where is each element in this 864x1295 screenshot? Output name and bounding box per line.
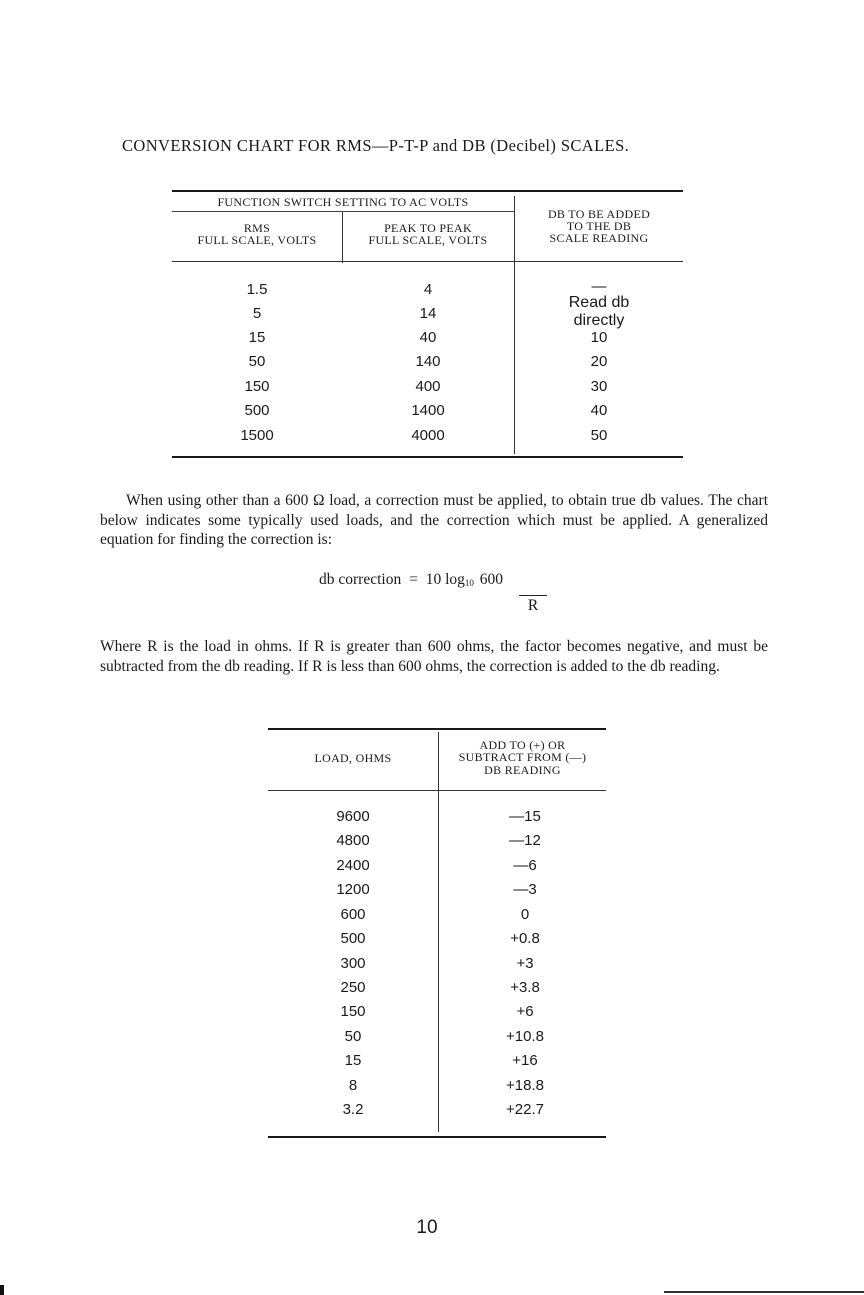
- table1-ptp-cell: 14: [419, 305, 437, 322]
- table2-correction-cell: +18.8: [506, 1077, 544, 1094]
- table1-rms-cell: 500: [244, 402, 270, 419]
- table1-db-cell: 40: [590, 402, 608, 419]
- table1-rms-cell: 5: [252, 305, 262, 322]
- table2-load-cell: 50: [344, 1028, 362, 1045]
- scan-mark-bottom-rule: [664, 1291, 864, 1293]
- table1-col3-header-3: SCALE READING: [549, 231, 649, 245]
- table2-load-cell: 250: [340, 979, 366, 996]
- table2-col2-header-3: DB READING: [484, 763, 561, 777]
- table1-ptp-cell: 400: [415, 378, 441, 395]
- table2-correction-cell: +6: [516, 1003, 534, 1020]
- table1-col1-header-2: FULL SCALE, VOLTS: [197, 233, 317, 247]
- table2-load-cell: 150: [340, 1003, 366, 1020]
- table2-col1-header: LOAD, OHMS: [314, 751, 392, 765]
- formula-lhs: db correction: [319, 571, 402, 588]
- table1-ptp-cell: 40: [419, 329, 437, 346]
- formula-denominator: R: [519, 595, 547, 614]
- table2-correction-cell: —3: [513, 881, 537, 898]
- table2-load-cell: 300: [340, 955, 366, 972]
- table2-col2-header-2: SUBTRACT FROM (—): [458, 750, 587, 764]
- table2-correction-cell: —15: [509, 808, 541, 825]
- table1-db-cell: 50: [590, 427, 608, 444]
- scan-mark-left: [0, 1285, 4, 1295]
- table2-load-cell: 1200: [336, 881, 370, 898]
- table1-rms-cell: 150: [244, 378, 270, 395]
- table2-load-cell: 15: [344, 1052, 362, 1069]
- table2-correction-cell: —12: [509, 832, 541, 849]
- table2-correction-cell: +0.8: [510, 930, 540, 947]
- table1-db-read-line1: Read db: [568, 294, 630, 311]
- table1-rms-cell: 1500: [240, 427, 274, 444]
- table2-load-cell: 3.2: [342, 1101, 364, 1118]
- table1-col2-header-1: PEAK TO PEAK: [384, 221, 472, 235]
- table2-correction-cell: —6: [513, 857, 537, 874]
- table1-ptp-cell: 4: [423, 281, 433, 298]
- table1-db-cell: 10: [590, 329, 608, 346]
- formula-coef: 10 log: [425, 571, 465, 588]
- table2-load-cell: 2400: [336, 857, 370, 874]
- table2-load-cell: 500: [340, 930, 366, 947]
- table2-bottom-rule: [268, 1136, 606, 1138]
- table2-correction-cell: +22.7: [506, 1101, 544, 1118]
- table1-group-header: FUNCTION SWITCH SETTING TO AC VOLTS: [217, 195, 469, 209]
- table2-correction-cell: +3: [516, 955, 534, 972]
- table1-col3-header-1: DB TO BE ADDED: [547, 207, 651, 221]
- table1-group-rule: [172, 211, 514, 212]
- table1-divider-1: [342, 212, 343, 263]
- table2-header-rule: [268, 790, 606, 791]
- table2-load-cell: 4800: [336, 832, 370, 849]
- formula-numerator: 600: [479, 571, 504, 588]
- table1-rms-cell: 15: [248, 329, 266, 346]
- table2-load-cell: 8: [348, 1077, 358, 1094]
- formula-subscript: 10: [464, 578, 474, 588]
- table1-ptp-cell: 140: [415, 353, 441, 370]
- paragraph1-text: When using other than a 600 Ω load, a correction must be applied, to obtain true db values. The chart below indicates some typically used loads, and the correction which must be applied. A generalized equation for finding the correction is:: [100, 492, 768, 548]
- table1-db-cell: 20: [590, 353, 608, 370]
- table2-col2-header-1: ADD TO (+) OR: [479, 738, 566, 752]
- table1-col2-header-2: FULL SCALE, VOLTS: [368, 233, 488, 247]
- table1-col1-header-1: RMS: [243, 221, 271, 235]
- table1-rms-cell: 1.5: [246, 281, 268, 298]
- formula-equals: =: [409, 571, 418, 588]
- paragraph2-text: Where R is the load in ohms. If R is greater than 600 ohms, the factor becomes negative, and must be subtracted from the db reading. If R is less than 600 ohms, the correction is added to the db reading.: [100, 638, 768, 675]
- table1-db-read-line2: directly: [573, 312, 625, 329]
- table1-ptp-cell: 4000: [411, 427, 445, 444]
- table1-db-cell: —: [591, 278, 607, 295]
- paragraph-load-correction: [100, 491, 768, 550]
- table1-col3-header-2: TO THE DB: [566, 219, 632, 233]
- table2-correction-cell: +16: [512, 1052, 538, 1069]
- page-number: 10: [416, 1217, 438, 1238]
- table1-db-cell: 30: [590, 378, 608, 395]
- table2-correction-cell: +10.8: [506, 1028, 544, 1045]
- table2-correction-cell: 0: [520, 906, 530, 923]
- table2-correction-cell: +3.8: [510, 979, 540, 996]
- page-title: CONVERSION CHART FOR RMS—P-T-P and DB (Decibel) SCALES.: [122, 136, 630, 155]
- paragraph-load-explanation: [100, 637, 768, 676]
- table1-header-rule: [172, 261, 683, 262]
- table1-rms-cell: 50: [248, 353, 266, 370]
- table2-top-rule: [268, 728, 606, 730]
- table1-bottom-rule: [172, 456, 683, 458]
- table1-top-rule: [172, 190, 683, 192]
- table2-load-cell: 600: [340, 906, 366, 923]
- table1-ptp-cell: 1400: [411, 402, 445, 419]
- table2-load-cell: 9600: [336, 808, 370, 825]
- correction-formula: [319, 571, 503, 589]
